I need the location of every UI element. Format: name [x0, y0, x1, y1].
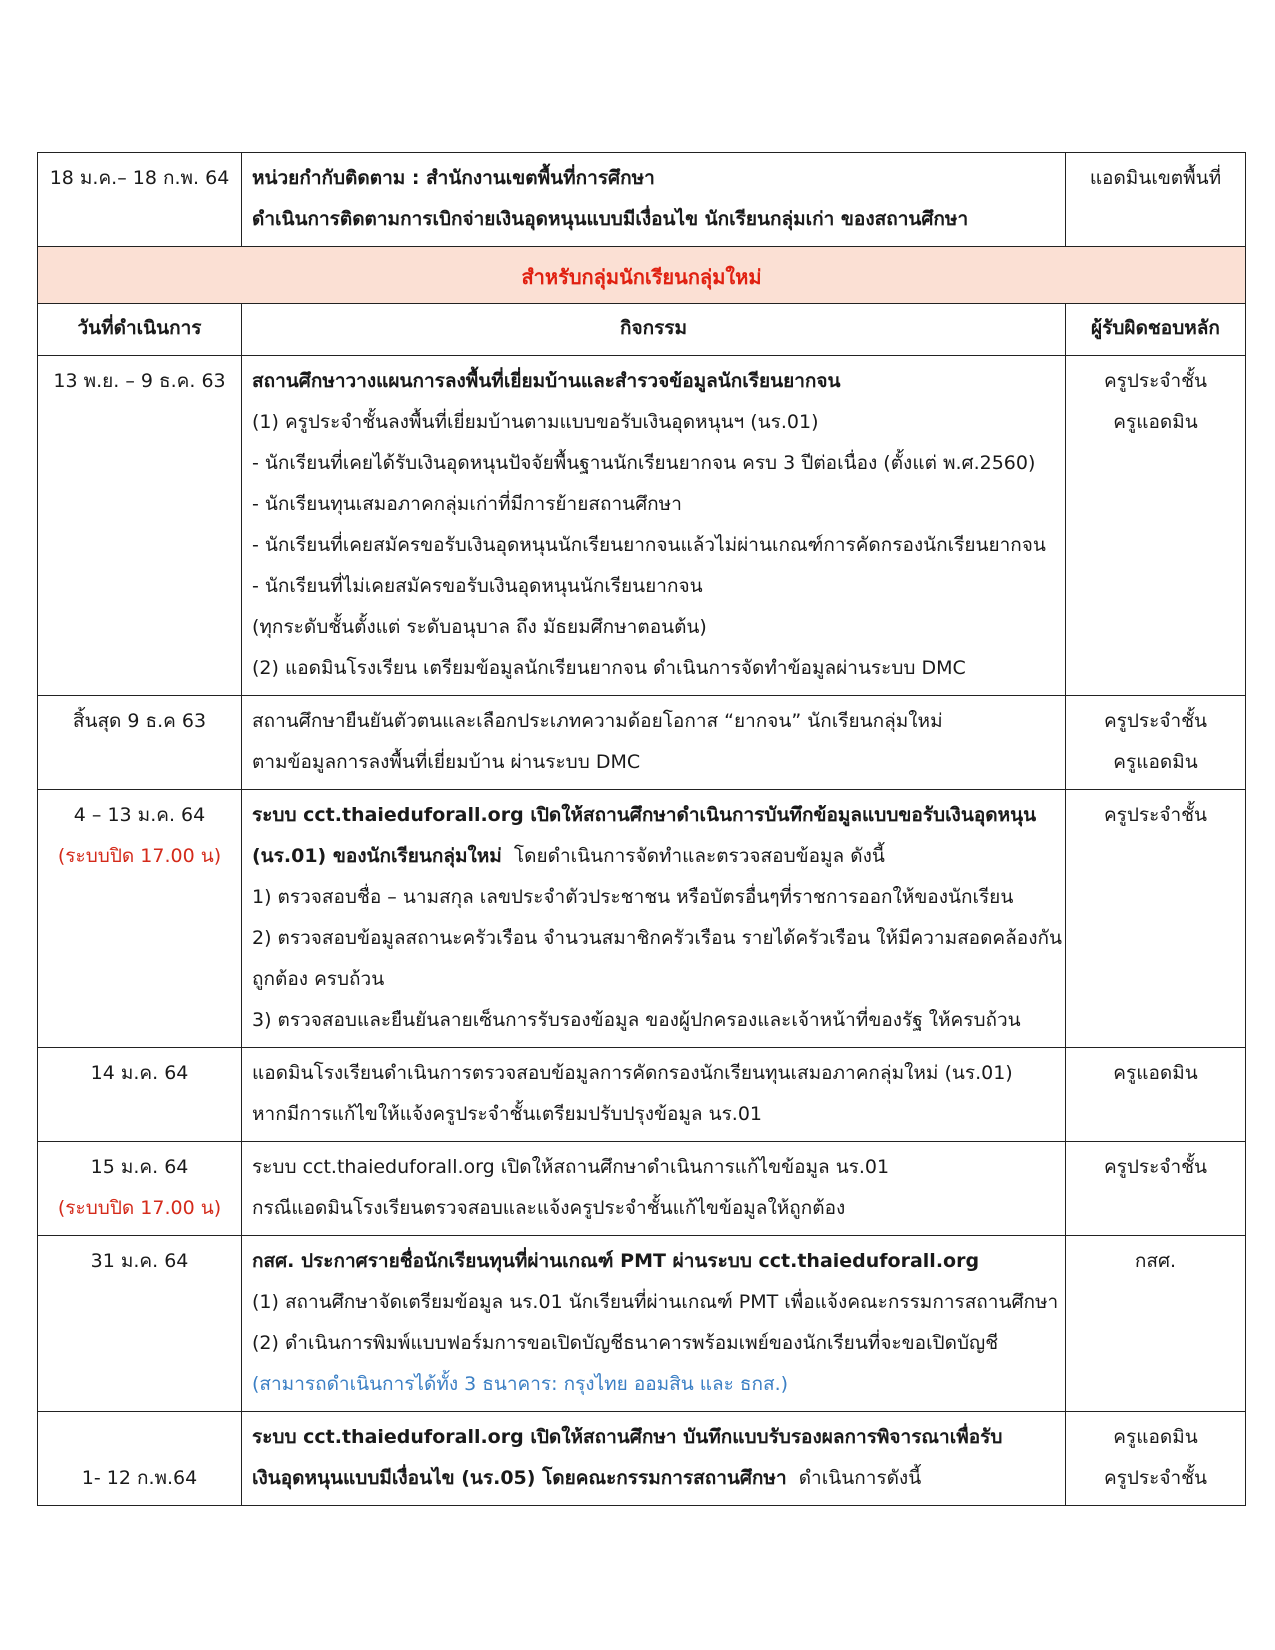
activity-cell — [242, 790, 1066, 1048]
responsible-text: ครูแอดมิน — [1113, 751, 1198, 773]
table-row — [38, 1236, 1246, 1412]
responsible-cell — [1066, 696, 1246, 790]
activity-cell — [242, 696, 1066, 790]
date-note: (ระบบปิด 17.00 น) — [57, 1197, 222, 1219]
table-row — [38, 1412, 1246, 1506]
date-cell — [38, 1142, 242, 1236]
schedule-table — [37, 152, 1246, 1506]
activity-line: ตามข้อมูลการลงพื้นที่เยี่ยมบ้าน ผ่านระบบ DMC — [252, 751, 641, 773]
responsible-text: แอดมินเขตพื้นที่ — [1089, 167, 1222, 189]
responsible-cell — [1066, 1048, 1246, 1142]
activity-line — [252, 1458, 1055, 1499]
activity-line: (ทุกระดับชั้นตั้งแต่ ระดับอนุบาล ถึง มัธยมศึกษาตอนต้น) — [252, 616, 707, 638]
activity-cell — [242, 1412, 1066, 1506]
activity-line: หน่วยกำกับติดตาม : สำนักงานเขตพื้นที่การศึกษา — [252, 167, 655, 189]
table-row — [38, 1048, 1246, 1142]
responsible-cell — [1066, 1142, 1246, 1236]
activity-line: ระบบ cct.thaieduforall.org เปิดให้สถานศึกษาดำเนินการบันทึกข้อมูลแบบขอรับเงินอุดหนุน — [252, 804, 1037, 826]
date-text: 31 ม.ค. 64 — [90, 1250, 189, 1272]
section-row — [38, 247, 1246, 304]
activity-line: 2) ตรวจสอบข้อมูลสถานะครัวเรือน จำนวนสมาชิกครัวเรือน รายได้ครัวเรือน ให้มีความสอดคล้องกัน — [252, 927, 1062, 949]
activity-line: สถานศึกษาวางแผนการลงพื้นที่เยี่ยมบ้านและสำรวจข้อมูลนักเรียนยากจน — [252, 370, 841, 392]
activity-line: สถานศึกษายืนยันตัวตนและเลือกประเภทความด้อยโอกาส “ยากจน” นักเรียนกลุ่มใหม่ — [252, 710, 943, 732]
activity-cell — [242, 1048, 1066, 1142]
table-row — [38, 696, 1246, 790]
responsible-text: ครูแอดมิน — [1113, 1062, 1198, 1084]
activity-line: ถูกต้อง ครบถ้วน — [252, 968, 385, 990]
date-text: 14 ม.ค. 64 — [90, 1062, 189, 1084]
activity-line: ดำเนินการติดตามการเบิกจ่ายเงินอุดหนุนแบบมีเงื่อนไข นักเรียนกลุ่มเก่า ของสถานศึกษา — [252, 208, 969, 230]
responsible-text: ครูประจำชั้น — [1103, 804, 1208, 826]
activity-line: - นักเรียนที่เคยสมัครขอรับเงินอุดหนุนนักเรียนยากจนแล้วไม่ผ่านเกณฑ์การคัดกรองนักเรียนยากจน — [252, 534, 1046, 556]
activity-line-bold: เงินอุดหนุนแบบมีเงื่อนไข (นร.05) โดยคณะกรรมการสถานศึกษา — [252, 1467, 787, 1489]
date-text: 15 ม.ค. 64 — [90, 1156, 189, 1178]
activity-line: - นักเรียนทุนเสมอภาคกลุ่มเก่าที่มีการย้ายสถานศึกษา — [252, 493, 682, 515]
activity-line: กสศ. ประกาศรายชื่อนักเรียนทุนที่ผ่านเกณฑ์ PMT ผ่านระบบ cct.thaieduforall.org — [252, 1250, 980, 1272]
activity-line: - นักเรียนที่ไม่เคยสมัครขอรับเงินอุดหนุนนักเรียนยากจน — [252, 575, 703, 597]
header-row — [38, 304, 1246, 356]
date-text: 4 – 13 ม.ค. 64 — [73, 804, 206, 826]
activity-line: แอดมินโรงเรียนดำเนินการตรวจสอบข้อมูลการคัดกรองนักเรียนทุนเสมอภาคกลุ่มใหม่ (นร.01) — [252, 1062, 1013, 1084]
responsible-text: ครูประจำชั้น — [1103, 370, 1208, 392]
date-cell — [38, 696, 242, 790]
date-text: 1- 12 ก.พ.64 — [81, 1467, 198, 1489]
responsible-text: ครูประจำชั้น — [1103, 1156, 1208, 1178]
activity-cell — [242, 1142, 1066, 1236]
table-row — [38, 356, 1246, 696]
activity-cell — [242, 356, 1066, 696]
section-title: สำหรับกลุ่มนักเรียนกลุ่มใหม่ — [38, 247, 1246, 304]
table-row — [38, 153, 1246, 247]
date-cell — [38, 1412, 242, 1506]
header-activity: กิจกรรม — [242, 304, 1066, 356]
date-cell — [38, 1236, 242, 1412]
header-date: วันที่ดำเนินการ — [38, 304, 242, 356]
table-row — [38, 790, 1246, 1048]
responsible-text: ครูประจำชั้น — [1103, 710, 1208, 732]
activity-line: (2) ดำเนินการพิมพ์แบบฟอร์มการขอเปิดบัญชีธนาคารพร้อมเพย์ของนักเรียนที่จะขอเปิดบัญชี — [252, 1332, 999, 1354]
activity-line: หากมีการแก้ไขให้แจ้งครูประจำชั้นเตรียมปรับปรุงข้อมูล นร.01 — [252, 1103, 763, 1125]
activity-line-bold: (นร.01) ของนักเรียนกลุ่มใหม่ — [252, 845, 502, 867]
activity-line-rest: ดำเนินการดังนี้ — [798, 1467, 922, 1489]
responsible-cell — [1066, 790, 1246, 1048]
responsible-cell — [1066, 1236, 1246, 1412]
activity-line: ระบบ cct.thaieduforall.org เปิดให้สถานศึกษา บันทึกแบบรับรองผลการพิจารณาเพื่อรับ — [252, 1426, 1003, 1448]
activity-line — [252, 836, 1055, 877]
date-cell — [38, 356, 242, 696]
date-cell — [38, 790, 242, 1048]
responsible-text: กสศ. — [1134, 1250, 1177, 1272]
date-cell — [38, 1048, 242, 1142]
responsible-text: ครูแอดมิน — [1113, 1426, 1198, 1448]
activity-line: ระบบ cct.thaieduforall.org เปิดให้สถานศึกษาดำเนินการแก้ไขข้อมูล นร.01 — [252, 1156, 890, 1178]
activity-line: (1) ครูประจำชั้นลงพื้นที่เยี่ยมบ้านตามแบบขอรับเงินอุดหนุนฯ (นร.01) — [252, 411, 819, 433]
date-text: สิ้นสุด 9 ธ.ค 63 — [72, 710, 207, 732]
header-responsible: ผู้รับผิดชอบหลัก — [1066, 304, 1246, 356]
date-text: 13 พ.ย. – 9 ธ.ค. 63 — [53, 370, 226, 392]
responsible-text: ครูแอดมิน — [1113, 411, 1198, 433]
responsible-text: ครูประจำชั้น — [1103, 1467, 1208, 1489]
responsible-cell — [1066, 356, 1246, 696]
date-cell — [38, 153, 242, 247]
activity-line: 3) ตรวจสอบและยืนยันลายเซ็นการรับรองข้อมูล ของผู้ปกครองและเจ้าหน้าที่ของรัฐ ให้ครบถ้วน — [252, 1009, 1021, 1031]
activity-line: - นักเรียนที่เคยได้รับเงินอุดหนุนปัจจัยพื้นฐานนักเรียนยากจน ครบ 3 ปีต่อเนื่อง (ตั้งแต่ พ.ศ.2560) — [252, 452, 1036, 474]
activity-line-rest: โดยดำเนินการจัดทำและตรวจสอบข้อมูล ดังนี้ — [513, 845, 885, 867]
activity-cell — [242, 153, 1066, 247]
responsible-cell — [1066, 1412, 1246, 1506]
activity-cell — [242, 1236, 1066, 1412]
activity-line: 1) ตรวจสอบชื่อ – นามสกุล เลขประจำตัวประชาชน หรือบัตรอื่นๆที่ราชการออกให้ของนักเรียน — [252, 886, 1014, 908]
activity-line-note: (สามารถดำเนินการได้ทั้ง 3 ธนาคาร: กรุงไทย ออมสิน และ ธกส.) — [252, 1373, 789, 1395]
date-text: 18 ม.ค.– 18 ก.พ. 64 — [49, 167, 230, 189]
table-row — [38, 1142, 1246, 1236]
activity-line: กรณีแอดมินโรงเรียนตรวจสอบและแจ้งครูประจำชั้นแก้ไขข้อมูลให้ถูกต้อง — [252, 1197, 846, 1219]
activity-line: (2) แอดมินโรงเรียน เตรียมข้อมูลนักเรียนยากจน ดำเนินการจัดทำข้อมูลผ่านระบบ DMC — [252, 657, 966, 679]
activity-line: (1) สถานศึกษาจัดเตรียมข้อมูล นร.01 นักเรียนที่ผ่านเกณฑ์ PMT เพื่อแจ้งคณะกรรมการสถานศึกษา — [252, 1291, 1059, 1313]
date-note: (ระบบปิด 17.00 น) — [57, 845, 222, 867]
responsible-cell — [1066, 153, 1246, 247]
